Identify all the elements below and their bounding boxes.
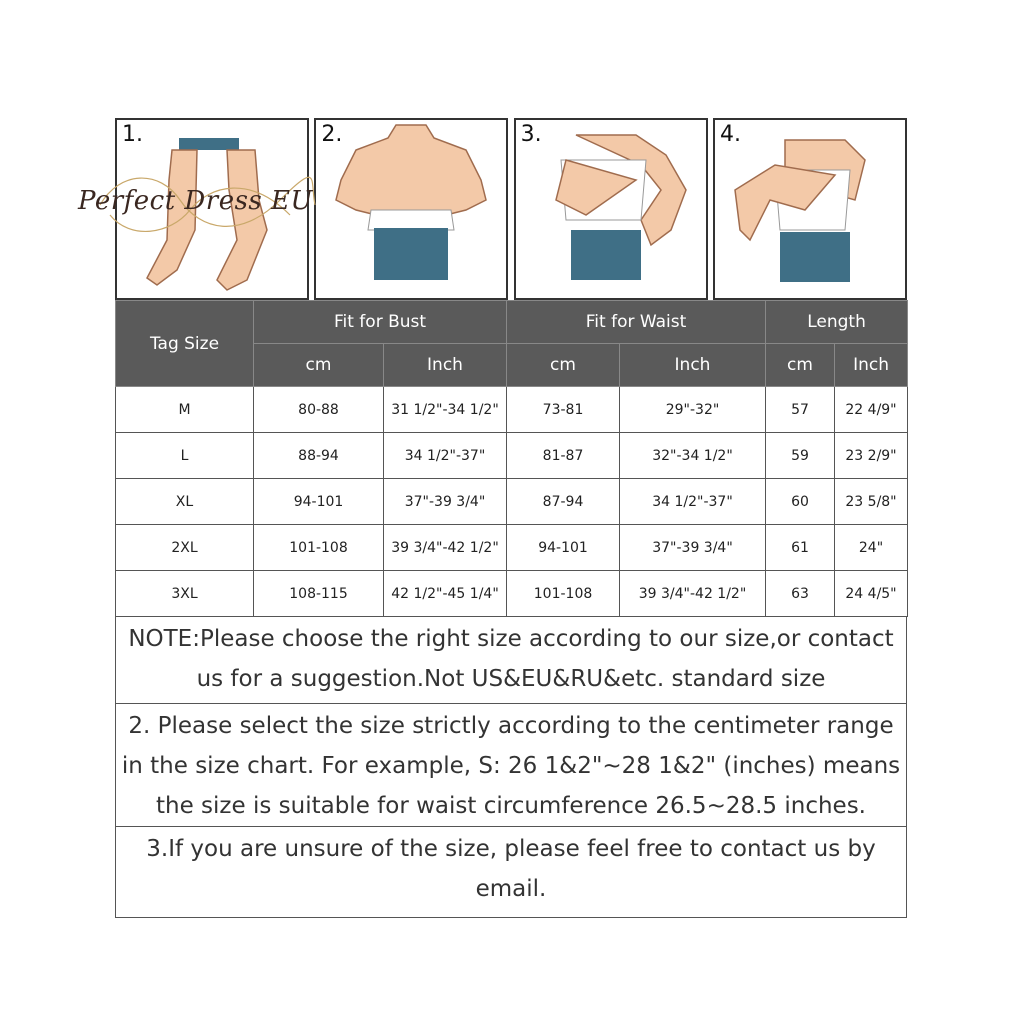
subheader-bust-inch: Inch — [384, 344, 507, 387]
table-cell: 94-101 — [254, 479, 384, 525]
table-cell: 23 2/9" — [835, 433, 908, 479]
subheader-bust-cm: cm — [254, 344, 384, 387]
note-3: 3.If you are unsure of the size, please feel free to contact us by email. — [115, 827, 907, 918]
table-cell: 3XL — [116, 571, 254, 617]
table-row — [116, 387, 908, 433]
table-cell: 108-115 — [254, 571, 384, 617]
table-cell: 24 4/5" — [835, 571, 908, 617]
table-row — [116, 479, 908, 525]
size-table — [115, 300, 908, 617]
subheader-length-inch: Inch — [835, 344, 908, 387]
table-row — [116, 433, 908, 479]
table-cell: 23 5/8" — [835, 479, 908, 525]
bust-measure-figure — [516, 120, 706, 298]
table-cell: 94-101 — [507, 525, 620, 571]
table-row — [116, 525, 908, 571]
table-cell: 37"-39 3/4" — [620, 525, 766, 571]
table-cell: L — [116, 433, 254, 479]
panel-number: 3. — [520, 122, 542, 147]
subheader-waist-inch: Inch — [620, 344, 766, 387]
panel-3 — [514, 118, 708, 300]
table-cell: 101-108 — [254, 525, 384, 571]
table-cell: 60 — [766, 479, 835, 525]
table-cell: 37"-39 3/4" — [384, 479, 507, 525]
table-cell: 32"-34 1/2" — [620, 433, 766, 479]
table-cell: 87-94 — [507, 479, 620, 525]
table-cell: 22 4/9" — [835, 387, 908, 433]
table-cell: 39 3/4"-42 1/2" — [620, 571, 766, 617]
table-cell: 31 1/2"-34 1/2" — [384, 387, 507, 433]
table-cell: 63 — [766, 571, 835, 617]
table-cell: 29"-32" — [620, 387, 766, 433]
panel-number: 4. — [719, 122, 741, 147]
note-2: 2. Please select the size strictly according to the centimeter range in the size chart. For example, S: 26 1&2"~28 1&2" (inches) means the size is suitable for waist circumference 26.5~28.5 inches. — [115, 704, 907, 827]
table-cell: 61 — [766, 525, 835, 571]
table-cell: XL — [116, 479, 254, 525]
table-cell: 101-108 — [507, 571, 620, 617]
header-bust: Fit for Bust — [254, 301, 507, 344]
header-waist: Fit for Waist — [507, 301, 766, 344]
table-cell: 80-88 — [254, 387, 384, 433]
note-1: NOTE:Please choose the right size according to our size,or contact us for a suggestion.Not US&EU&RU&etc. standard size — [115, 617, 907, 704]
panel-number: 2. — [321, 122, 343, 147]
table-cell: 2XL — [116, 525, 254, 571]
header-tag-size: Tag Size — [116, 301, 254, 387]
panel-number: 1. — [122, 122, 143, 147]
table-cell: 73-81 — [507, 387, 620, 433]
table-row — [116, 571, 908, 617]
subheader-waist-cm: cm — [507, 344, 620, 387]
table-cell: 59 — [766, 433, 835, 479]
subheader-length-cm: cm — [766, 344, 835, 387]
panel-2 — [314, 118, 508, 300]
table-cell: 81-87 — [507, 433, 620, 479]
panel-4 — [713, 118, 907, 300]
table-cell: 34 1/2"-37" — [384, 433, 507, 479]
table-cell: 88-94 — [254, 433, 384, 479]
table-cell: 42 1/2"-45 1/4" — [384, 571, 507, 617]
waist-measure-figure — [316, 120, 506, 298]
chest-measure-figure — [715, 120, 905, 298]
table-cell: M — [116, 387, 254, 433]
table-cell: 57 — [766, 387, 835, 433]
table-cell: 24" — [835, 525, 908, 571]
header-length: Length — [766, 301, 908, 344]
watermark-logo: Perfect Dress EU — [78, 186, 313, 216]
table-cell: 39 3/4"-42 1/2" — [384, 525, 507, 571]
table-cell: 34 1/2"-37" — [620, 479, 766, 525]
